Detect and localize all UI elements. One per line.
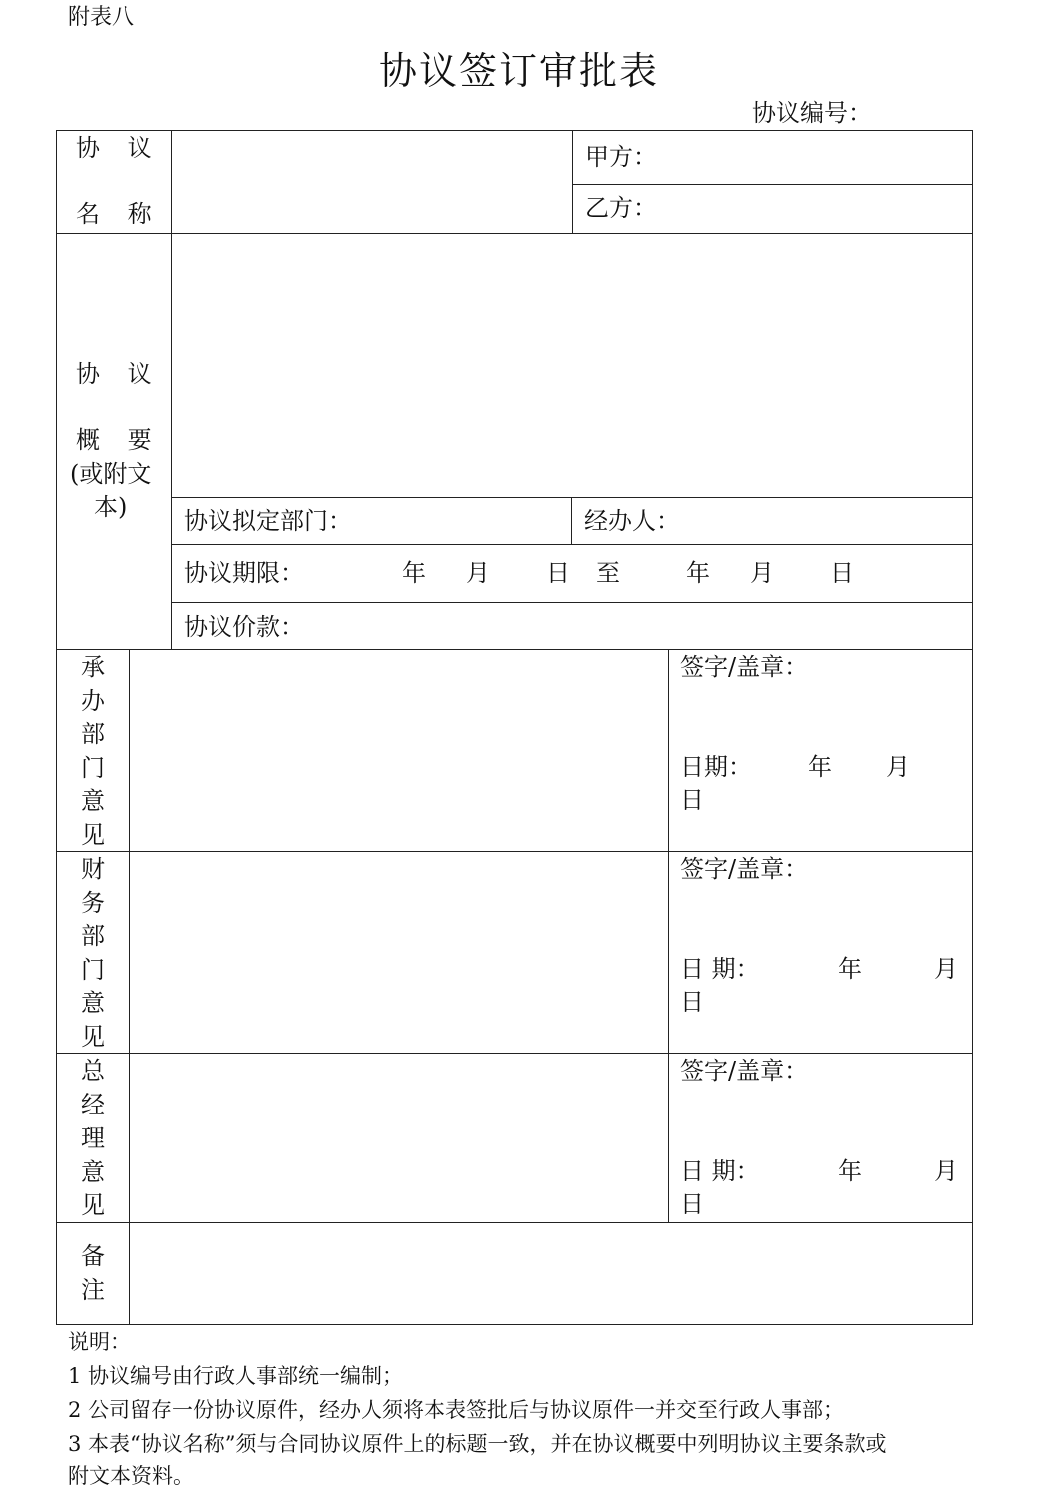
- term-label: 协议期限：: [184, 559, 304, 587]
- gm-date-label: 日 期：: [680, 1157, 760, 1185]
- finance-date-label: 日 期：: [680, 955, 760, 983]
- term-month-2: 月: [750, 559, 774, 587]
- remarks-label: 备注: [81, 1242, 105, 1304]
- handler-label: 经办人：: [584, 507, 680, 535]
- note-item: 1 协议编号由行政人事部统一编制；: [68, 1364, 404, 1388]
- term-year-2: 年: [686, 559, 710, 587]
- term-year-1: 年: [402, 559, 426, 587]
- gm-date-day: 日: [680, 1190, 704, 1218]
- term-day-1: 日: [546, 559, 570, 587]
- dept-sign-label: 签字/盖章：: [680, 653, 809, 681]
- finance-date-day: 日: [680, 988, 704, 1016]
- party-a-label: 甲方：: [585, 143, 657, 171]
- agreement-number-label: 协议编号：: [752, 99, 872, 127]
- summary-field[interactable]: [172, 234, 972, 496]
- notes-heading: 说明：: [68, 1330, 131, 1354]
- agreement-name-label-1: 协 议: [76, 134, 152, 162]
- dept-date-day: 日: [680, 786, 704, 814]
- gm-opinion-label: 总经理意见: [81, 1057, 105, 1219]
- agreement-name-field[interactable]: [172, 131, 571, 232]
- note-item: 2 公司留存一份协议原件，经办人须将本表签批后与协议原件一并交至行政人事部；: [68, 1398, 845, 1422]
- finance-sign-label: 签字/盖章：: [680, 855, 809, 883]
- price-label: 协议价款：: [184, 613, 304, 641]
- summary-label-1: 协 议: [76, 360, 152, 388]
- dept-date-year: 年: [808, 753, 832, 781]
- gm-date-month: 月: [934, 1157, 958, 1185]
- finance-date-year: 年: [838, 955, 862, 983]
- document-title: 协议签订审批表: [378, 49, 659, 93]
- gm-date-year: 年: [838, 1157, 862, 1185]
- dept-date-month: 月: [886, 753, 910, 781]
- remarks-field[interactable]: [130, 1223, 972, 1323]
- dept-date-label: 日期：: [680, 753, 752, 781]
- finance-date-month: 月: [934, 955, 958, 983]
- drafting-dept-label: 协议拟定部门：: [184, 507, 352, 535]
- party-b-label: 乙方：: [585, 194, 657, 222]
- finance-opinion-field[interactable]: [130, 852, 667, 1052]
- note-item: 附文本资料。: [68, 1464, 194, 1488]
- term-to: 至: [596, 559, 620, 587]
- summary-label-3: (或附文: [70, 460, 152, 488]
- dept-opinion-label: 承办部门意见: [81, 653, 105, 849]
- agreement-name-label-2: 名 称: [76, 200, 152, 228]
- gm-sign-label: 签字/盖章：: [680, 1057, 809, 1085]
- term-month-1: 月: [466, 559, 490, 587]
- summary-label-2: 概 要: [76, 426, 152, 454]
- finance-opinion-label: 财务部门意见: [81, 855, 105, 1051]
- note-item: 3 本表“协议名称”须与合同协议原件上的标题一致，并在协议概要中列明协议主要条款或: [68, 1432, 887, 1456]
- gm-opinion-field[interactable]: [130, 1054, 667, 1221]
- term-day-2: 日: [830, 559, 854, 587]
- appendix-label: 附表八: [68, 5, 135, 30]
- dept-opinion-field[interactable]: [130, 650, 667, 850]
- summary-label-4: 本): [94, 493, 128, 521]
